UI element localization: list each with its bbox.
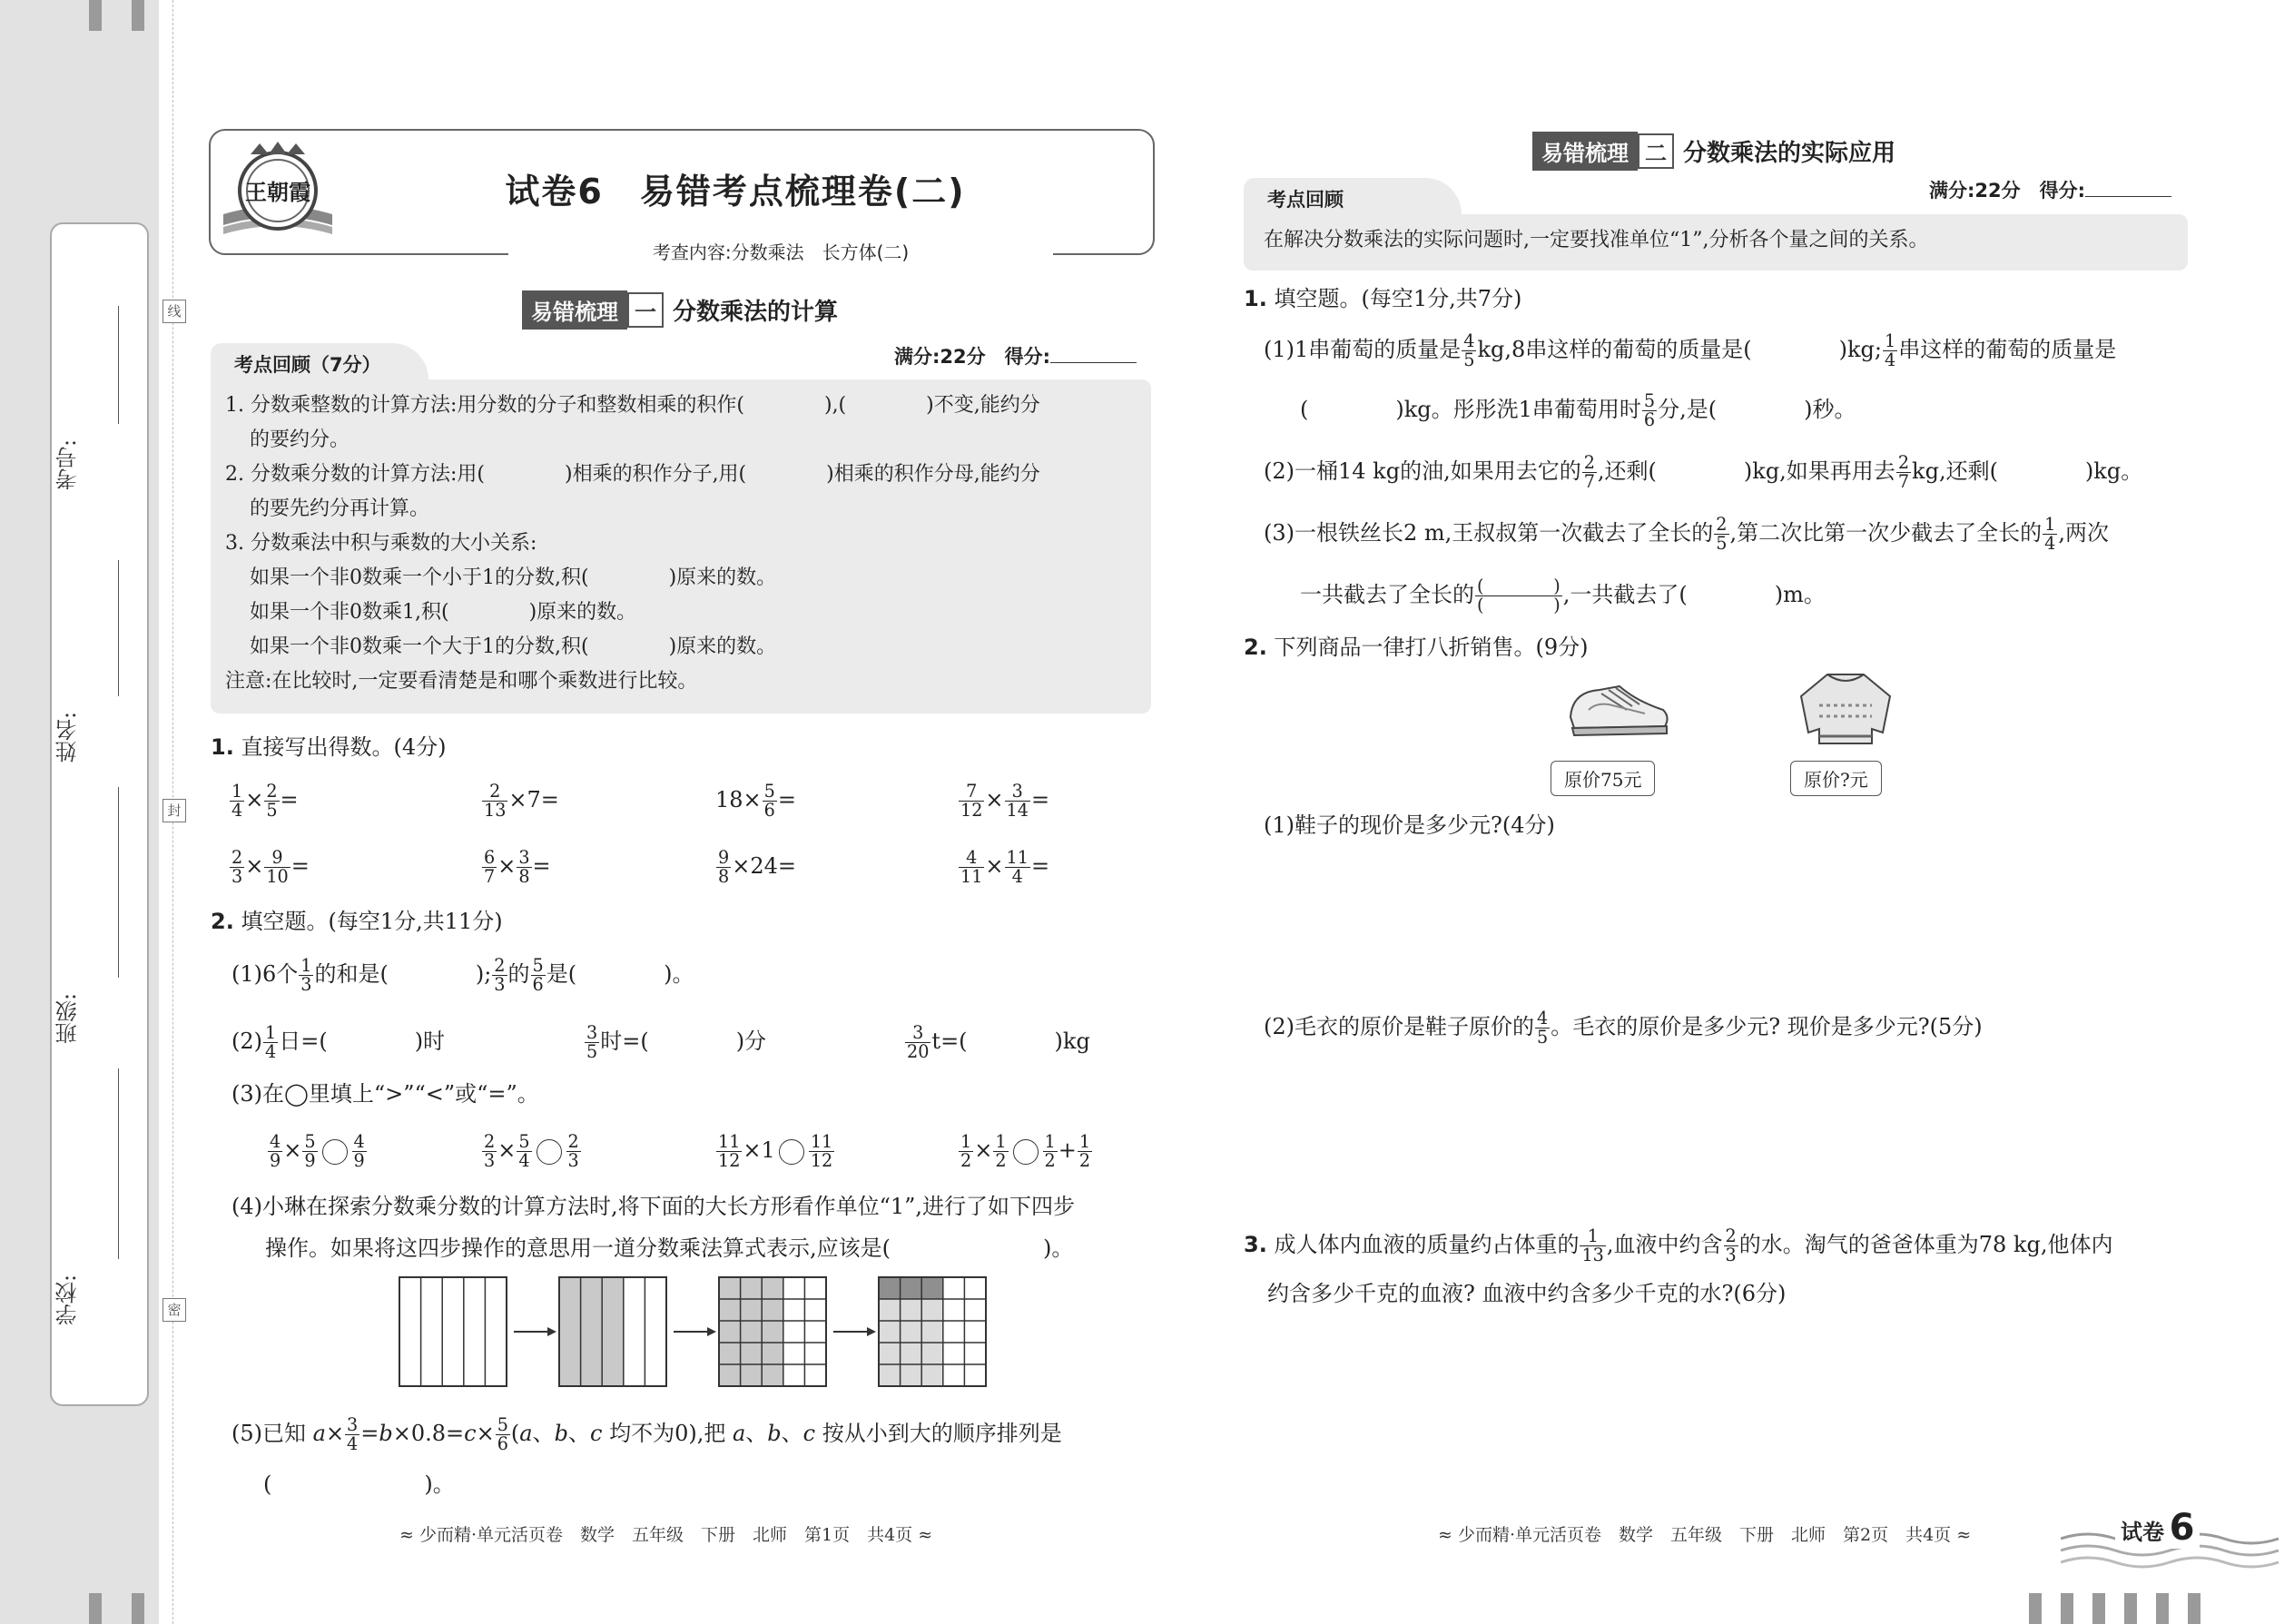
class-line bbox=[118, 787, 119, 978]
binding-tick bbox=[2156, 1593, 2169, 1624]
review-line: 3. 分数乘法中积与乘数的大小关系: bbox=[225, 532, 537, 555]
section1-title: 分数乘法的计算 bbox=[673, 299, 839, 326]
logo-text: 王朝霞 bbox=[245, 179, 310, 205]
q2-1: (1)6个 $\frac{1}{3}$ 的和是( ); $\frac{2}{3}$ 的 $\frac{5}{6}$ 是( )。 bbox=[231, 955, 694, 996]
step2-rect bbox=[559, 1277, 666, 1386]
binding-tick bbox=[2092, 1593, 2105, 1624]
school-label: 学校: bbox=[55, 1274, 81, 1326]
calc-item: $\frac{7}{12}$ × $\frac{3}{14}$ = bbox=[960, 781, 1050, 822]
binding-tick bbox=[2029, 1593, 2042, 1624]
calc-item: 18× $\frac{5}{6}$ = bbox=[715, 781, 796, 822]
binding-tick bbox=[2188, 1593, 2200, 1624]
section2-tag: 易错梳理 bbox=[1532, 132, 1638, 171]
binding-tick bbox=[89, 0, 102, 31]
page-badge-number: 6 bbox=[2169, 1507, 2195, 1549]
score-blank bbox=[1050, 344, 1137, 363]
calc-item: $\frac{9}{8}$ ×24= bbox=[718, 847, 796, 888]
review-line: 如果一个非0数乘一个小于1的分数,积( )原来的数。 bbox=[250, 566, 777, 589]
r-q1-1-line1: (1)1串葡萄的质量是 $\frac{4}{5}$ kg,8串这样的葡萄的质量是( )kg; $\frac{1}{4}$ 串这样的葡萄的质量是 bbox=[1264, 330, 2117, 371]
section2-title: 分数乘法的实际应用 bbox=[1683, 140, 1896, 167]
arrow bbox=[514, 1327, 556, 1336]
section2-score bbox=[1929, 176, 2171, 203]
compare-item: $\frac{1}{2}$ × $\frac{1}{2}$ $\frac{1}{2}$ + $\frac{1}{2}$ bbox=[960, 1131, 1091, 1172]
shoe-image bbox=[1563, 674, 1672, 742]
r-q2-title-text: 下列商品一律打八折销售。(9分) bbox=[1274, 635, 1589, 660]
calc-item: $\frac{4}{11}$ × $\frac{11}{4}$ = bbox=[960, 847, 1050, 888]
page-title: 试卷6 易错考点梳理卷(二) bbox=[505, 172, 966, 212]
q2-title-text: 填空题。(每空1分,共11分) bbox=[241, 909, 503, 934]
review-line: 如果一个非0数乘1,积( )原来的数。 bbox=[250, 601, 637, 624]
section1-review-tab: 考点回顾（7分） bbox=[211, 343, 428, 387]
q2-2a: (2) $\frac{1}{4}$ 日=( )时 bbox=[231, 1022, 446, 1063]
page-badge-label: 试卷 bbox=[2121, 1520, 2164, 1545]
class-label: 班级: bbox=[55, 992, 81, 1045]
logo-seal bbox=[214, 134, 341, 249]
calc-item: $\frac{1}{4}$ × $\frac{2}{5}$ = bbox=[231, 781, 299, 822]
q2-4-line2: 操作。如果将这四步操作的意思用一道分数乘法算式表示,应该是( )。 bbox=[265, 1235, 1074, 1261]
section1-num: 一 bbox=[627, 292, 664, 328]
r-q2-1: (1)鞋子的现价是多少元?(4分) bbox=[1264, 812, 1555, 838]
q1-title: 1. 直接写出得数。(4分) bbox=[211, 734, 447, 760]
r-q1-1-line2: ( )kg。彤彤洗1串葡萄用时 $\frac{5}{6}$ 分,是( )秒。 bbox=[1300, 390, 1856, 431]
binding-tick bbox=[132, 0, 144, 31]
r-q3-line1: 3. 成人体内血液的质量约占体重的 $\frac{1}{13}$ ,血液中约含 $\frac{2}{3}$ 的水。淘气的爸爸体重为78 kg,他体内 bbox=[1244, 1225, 2113, 1266]
section2-score-text: 满分:22分 得分: bbox=[1929, 180, 2086, 202]
binding-tick bbox=[132, 1593, 144, 1624]
section2-heading bbox=[1532, 132, 1895, 171]
q2-5-line2: ( )。 bbox=[263, 1471, 455, 1497]
review-line: 注意:在比较时,一定要看清楚是和哪个乘数进行比较。 bbox=[225, 670, 698, 693]
footer-left: ≈ 少而精·单元活页卷 数学 五年级 下册 北师 第1页 共4页 ≈ bbox=[399, 1525, 933, 1545]
review-line: 1. 分数乘整数的计算方法:用分数的分子和整数相乘的积作( ),( )不变,能约分 bbox=[225, 394, 1040, 417]
section2-num: 二 bbox=[1638, 133, 1674, 169]
score-blank bbox=[2085, 178, 2171, 197]
footer-right: ≈ 少而精·单元活页卷 数学 五年级 下册 北师 第2页 共4页 ≈ bbox=[1438, 1525, 1972, 1545]
compare-circle[interactable] bbox=[537, 1139, 562, 1165]
page-badge bbox=[2115, 1507, 2200, 1549]
compare-circle[interactable] bbox=[779, 1139, 804, 1165]
compare-item: $\frac{4}{9}$ × $\frac{5}{9}$ $\frac{4}{9}$ bbox=[270, 1131, 365, 1172]
student-info-box bbox=[50, 222, 149, 1406]
section2-review-tab: 考点回顾 bbox=[1244, 178, 1462, 221]
q2-2c: $\frac{3}{20}$ t=( )kg bbox=[907, 1022, 1090, 1063]
r-q2-title: 2. 下列商品一律打八折销售。(9分) bbox=[1244, 635, 1589, 660]
seal-word: 封 bbox=[162, 799, 186, 822]
step3-rect bbox=[719, 1277, 826, 1386]
step1-rect bbox=[399, 1277, 507, 1386]
page-subtitle: 考查内容:分数乘法 长方体(二) bbox=[508, 238, 1053, 264]
compare-circle[interactable] bbox=[322, 1139, 348, 1165]
review-line: 2. 分数乘分数的计算方法:用( )相乘的积作分子,用( )相乘的积作分母,能约分 bbox=[225, 463, 1040, 486]
r-q1-title: 1. 填空题。(每空1分,共7分) bbox=[1244, 286, 1522, 311]
four-step-diagram bbox=[398, 1275, 988, 1389]
section1-tag: 易错梳理 bbox=[522, 290, 627, 330]
r-q1-title-text: 填空题。(每空1分,共7分) bbox=[1274, 286, 1522, 311]
sweater-image bbox=[1796, 669, 1895, 746]
shoe-price-tag: 原价75元 bbox=[1551, 761, 1655, 796]
q2-title: 2. 填空题。(每空1分,共11分) bbox=[211, 909, 503, 934]
r-q3-line2: 约含多少千克的血液? 血液中约含多少千克的水?(6分) bbox=[1267, 1281, 1787, 1306]
r-q1-2: (2)一桶14 kg的油,如果用去它的 $\frac{2}{7}$ ,还剩( )kg,如果再用去 $\frac{2}{7}$ kg,还剩( )kg。 bbox=[1264, 452, 2143, 493]
exam-number-line bbox=[118, 306, 119, 424]
sweater-price-tag: 原价?元 bbox=[1790, 761, 1882, 796]
binding-tick bbox=[2061, 1593, 2073, 1624]
calc-item: $\frac{2}{13}$ ×7= bbox=[484, 781, 559, 822]
q2-4-line1: (4)小琳在探索分数乘分数的计算方法时,将下面的大长方形看作单位“1”,进行了如下四步 bbox=[231, 1194, 1076, 1219]
q2-3: (3)在◯里填上“>”“<”或“=”。 bbox=[231, 1081, 539, 1107]
school-line bbox=[118, 1068, 119, 1259]
r-q1-3-line2: 一共截去了全长的 $\frac{( )}{( )}$ ,一共截去了( )m。 bbox=[1300, 576, 1826, 616]
compare-item: $\frac{2}{3}$ × $\frac{5}{4}$ $\frac{2}{3}$ bbox=[484, 1131, 579, 1172]
review-line: 的要先约分再计算。 bbox=[250, 497, 430, 520]
q2-5-line1: (5)已知 a× $\frac{3}{4}$ =b×0.8=c× $\frac{5}{6}$ (a、b、c 均不为0),把 a、b、c 按从小到大的顺序排列是 bbox=[231, 1414, 1062, 1455]
r-q1-3-line1: (3)一根铁丝长2 m,王叔叔第一次截去了全长的 $\frac{2}{5}$ ,第二次比第一次少截去了全长的 $\frac{1}{4}$ ,两次 bbox=[1264, 514, 2109, 555]
name-line bbox=[118, 560, 119, 696]
calc-item: $\frac{2}{3}$ × $\frac{9}{10}$ = bbox=[231, 847, 310, 888]
seal-word: 密 bbox=[162, 1298, 186, 1322]
section1-score-text: 满分:22分 得分: bbox=[894, 346, 1051, 368]
binding-tick bbox=[89, 1593, 102, 1624]
name-label: 姓名: bbox=[55, 711, 81, 763]
compare-circle[interactable] bbox=[1013, 1139, 1039, 1165]
step4-rect bbox=[879, 1277, 986, 1386]
exam-number-label: 考号: bbox=[55, 438, 81, 491]
section1-score bbox=[894, 342, 1137, 369]
review-line: 如果一个非0数乘一个大于1的分数,积( )原来的数。 bbox=[250, 635, 777, 658]
arrow bbox=[833, 1327, 876, 1336]
q1-title-text: 直接写出得数。(4分) bbox=[241, 734, 447, 760]
section2-review-line: 在解决分数乘法的实际问题时,一定要找准单位“1”,分析各个量之间的关系。 bbox=[1264, 229, 1929, 251]
binding-tick bbox=[2124, 1593, 2137, 1624]
q2-2b: $\frac{3}{5}$ 时=( )分 bbox=[586, 1022, 767, 1063]
arrow bbox=[674, 1327, 716, 1336]
calc-item: $\frac{6}{7}$ × $\frac{3}{8}$ = bbox=[484, 847, 551, 888]
review-line: 的要约分。 bbox=[250, 428, 350, 451]
section1-heading bbox=[522, 290, 838, 330]
seal-word: 线 bbox=[162, 300, 186, 323]
compare-item: $\frac{11}{12}$ ×1 $\frac{11}{12}$ bbox=[718, 1131, 833, 1172]
r-q2-2: (2)毛衣的原价是鞋子原价的 $\frac{4}{5}$ 。毛衣的原价是多少元? 现价是多少元?(5分) bbox=[1264, 1008, 1983, 1048]
